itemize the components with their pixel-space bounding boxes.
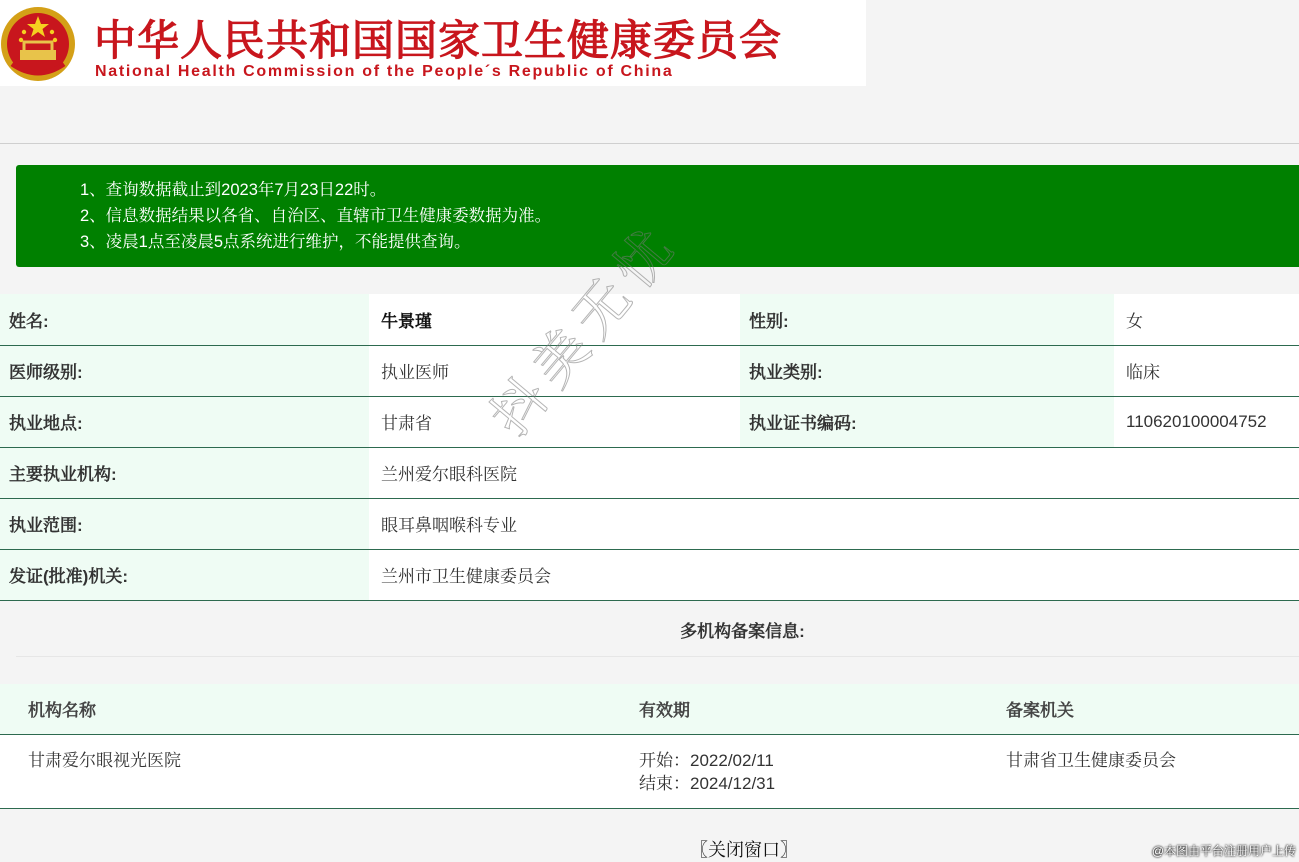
location-label: 执业地点: (0, 396, 369, 447)
table-header-row (0, 684, 1299, 734)
location-value: 甘肃省 (369, 396, 740, 447)
validity-end: 结束：2024/12/31 (639, 773, 776, 793)
table-row (0, 294, 1299, 345)
institution-label: 主要执业机构: (0, 447, 369, 498)
column-header-name: 机构名称 (0, 684, 611, 734)
institution-name: 甘肃爱尔眼视光医院 (28, 750, 181, 770)
notice-line: 1、查询数据截止到2023年7月23日22时。 (80, 181, 387, 199)
column-header-authority: 备案机关 (978, 684, 1299, 734)
close-window-link[interactable]: 〖关闭窗口〗 (690, 840, 798, 860)
level-label: 医师级别: (0, 345, 369, 396)
site-header (0, 0, 866, 86)
notice-banner (16, 165, 1299, 267)
category-label: 执业类别: (740, 345, 1114, 396)
authority-label: 发证(批准)机关: (0, 549, 369, 600)
level-value: 执业医师 (369, 345, 740, 396)
gender-value: 女 (1114, 294, 1299, 345)
scope-value: 眼耳鼻咽喉科专业 (369, 498, 1299, 549)
table-row (0, 396, 1299, 447)
category-value: 临床 (1114, 345, 1299, 396)
table-row (0, 549, 1299, 600)
institution-name-cell (0, 734, 611, 808)
column-header-validity: 有效期 (611, 684, 978, 734)
institution-value: 兰州爱尔眼科医院 (369, 447, 1299, 498)
name-label: 姓名: (0, 294, 369, 345)
header-divider (0, 143, 1299, 144)
gender-label: 性别: (740, 294, 1114, 345)
cert-value: 110620100004752 (1114, 396, 1299, 447)
cert-label: 执业证书编码: (740, 396, 1114, 447)
national-emblem-icon (0, 2, 76, 86)
upload-credit: @本图由平台注册用户上传 (1151, 844, 1296, 858)
record-authority: 甘肃省卫生健康委员会 (1006, 750, 1176, 770)
notice-line: 2、信息数据结果以各省、自治区、直辖市卫生健康委数据为准。 (80, 207, 552, 225)
validity-cell (611, 734, 978, 808)
validity-start: 开始：2022/02/11 (639, 750, 774, 770)
multi-institution-table (0, 684, 1299, 809)
record-authority-cell (978, 734, 1299, 808)
table-row (0, 498, 1299, 549)
site-title-en: National Health Commission of the People´s Republic of China (95, 63, 674, 80)
notice-line: 3、凌晨1点至凌晨5点系统进行维护，不能提供查询。 (80, 233, 471, 251)
authority-value: 兰州市卫生健康委员会 (369, 549, 1299, 600)
doctor-info-table (0, 294, 1299, 601)
name-value: 牛景瑾 (369, 294, 740, 345)
site-title-cn: 中华人民共和国国家卫生健康委员会 (94, 16, 783, 65)
table-row (0, 447, 1299, 498)
table-row (0, 345, 1299, 396)
table-row (0, 734, 1299, 808)
scope-label: 执业范围: (0, 498, 369, 549)
multi-institution-title: 多机构备案信息: (16, 607, 1299, 657)
